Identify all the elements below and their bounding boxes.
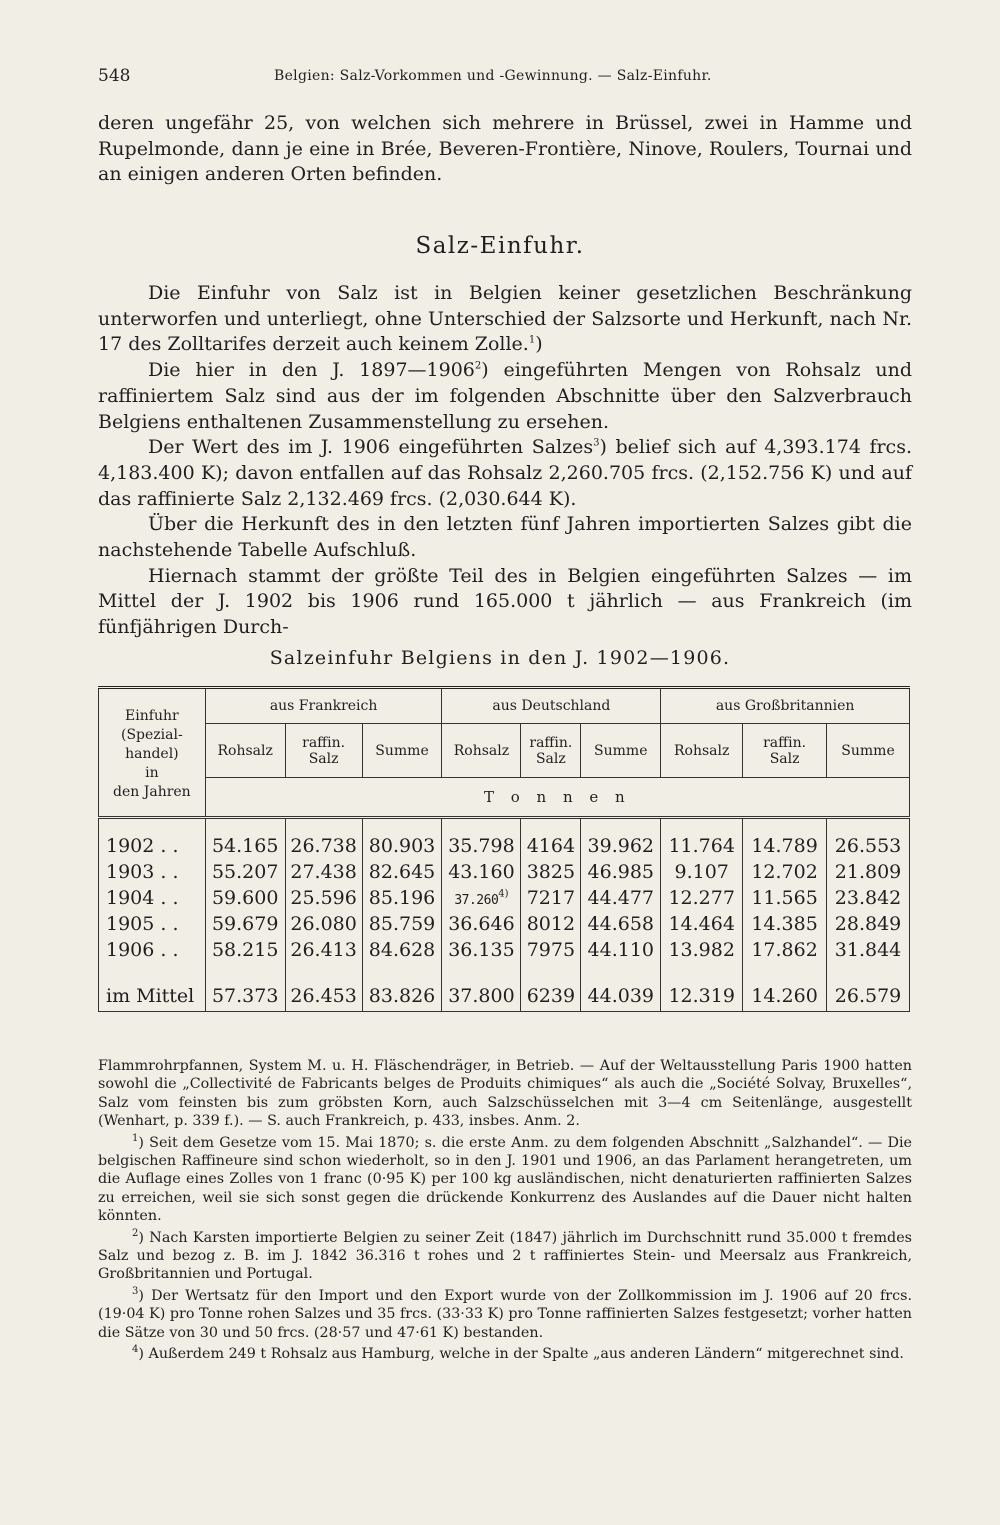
cell-value: 85.759 [362,911,442,937]
subheader-rohsalz: Rohsalz [205,724,285,778]
subheader-rohsalz: Rohsalz [661,724,743,778]
cell-value: 4164 [521,833,581,859]
subheader-summe: Summe [581,724,661,778]
cell-value: 26.553 [827,833,910,859]
salz-label: Salz [535,750,566,767]
cell-value: 44.039 [581,981,661,1012]
cell-value: 43.160 [442,859,521,885]
subheader-rohsalz: Rohsalz [442,724,521,778]
cell-value: 7217 [521,885,581,911]
paragraph-1 [98,281,912,358]
cell-value: 37.800 [442,981,521,1012]
year-header-line: Einfuhr [125,708,179,724]
cell-value: 58.215 [205,937,285,963]
subheader-raffin-salz [285,724,362,778]
page-header [98,66,910,90]
year-header-line: (Spezial- [121,727,183,743]
section-body [98,281,912,641]
footnote-text: ) Der Wertsatz für den Import und den Export wurde von der Zollkommission im J. 1906 auf 20 frcs. (19·04 K) pro Tonne rohen Salzes und 35 frcs. (33·33 K) pro Tonne raffinierten Salzes festgesetzt; vorher hatten die Sätze von 30 und 50 frcs. (28·57 und 47·61 K) bestanden. [98,1287,912,1341]
cell-value: 59.600 [205,885,285,911]
subheader-summe: Summe [827,724,910,778]
footnote-2 [98,1229,912,1284]
cell-value: 8012 [521,911,581,937]
year-header-line: den Jahren [113,784,191,800]
raffin-label: raffin. [529,734,573,751]
cell-value: 27.438 [285,859,362,885]
cell-value: 35.798 [442,833,521,859]
cell-value: 54.165 [205,833,285,859]
cell-value: 17.862 [743,937,827,963]
cell-value: 36.135 [442,937,521,963]
raffin-label: raffin. [302,734,346,751]
table-spacer-row [99,963,910,981]
footnote-1 [98,1134,912,1226]
running-title: Belgien: Salz-Vorkommen und -Gewinnung. — Salz-Einfuhr. [274,68,712,84]
group-header-france: aus Frankreich [205,688,442,724]
cell-value: 37.260 [454,893,499,908]
cell-value: 21.809 [827,859,910,885]
footnote-ref: 2 [474,360,482,372]
paragraph-2 [98,358,912,435]
cell-value: 85.196 [362,885,442,911]
row-year: 1903 . . [99,859,206,885]
cell-value: 57.373 [205,981,285,1012]
cell-value: 36.646 [442,911,521,937]
cell-value: 55.207 [205,859,285,885]
footnote-mark: 4 [132,1344,139,1356]
cell-value: 14.464 [661,911,743,937]
cell-value: 14.385 [743,911,827,937]
paragraph-2-end: ) eingeführten Mengen von Rohsalz und raffiniertem Salz sind aus der im folgenden Abschnitte über den Salzverbrauch Belgiens enthaltenen Zusammenstellung zu ersehen. [98,359,912,433]
cell-value: 46.985 [581,859,661,885]
footnote-ref: 3 [593,437,600,449]
table-row [99,911,910,937]
subheader-summe: Summe [362,724,442,778]
mean-label: im Mittel [99,981,206,1012]
cell-value-with-note [442,885,521,911]
footnotes [98,1057,912,1367]
cell-value: 12.319 [661,981,743,1012]
table-row [99,859,910,885]
row-year: 1905 . . [99,911,206,937]
cell-value: 84.628 [362,937,442,963]
cell-value: 25.596 [285,885,362,911]
footnote-continuation: Flammrohrpfannen, System M. u. H. Fläschendräger, in Betrieb. — Auf der Weltausstellung Paris 1900 hatten sowohl die „Collectivité de Fabricants belges de Produits chimiques“ als auch die „Société Solvay, Bruxelles“, Salz vom feinsten bis zum gröbsten Korn, auch Salzschüsselchen mit 3—4 cm Seitenlänge, ausgestellt (Wenhart, p. 339 f.). — S. auch Frankreich, p. 433, insbes. Anm. 2. [98,1058,912,1130]
intro-paragraph-block [98,111,912,188]
paragraph-1-text: Die Einfuhr von Salz ist in Belgien keiner gesetzlichen Beschränkung unterworfen und unterliegt, ohne Unterschied der Salzsorte und Herkunft, nach Nr. 17 des Zolltarifes derzeit auch keinem Zolle. [98,282,912,356]
footnote-ref: 1 [528,335,536,347]
table-spacer-row [99,818,910,834]
cell-value: 83.826 [362,981,442,1012]
cell-value: 23.842 [827,885,910,911]
cell-value: 3825 [521,859,581,885]
table-row [99,833,910,859]
paragraph-5: Hiernach stammt der größte Teil des in Belgien eingeführten Salzes — im Mittel der J. 1902 bis 1906 rund 165.000 t jährlich — aus Frankreich (im fünfjährigen Durch- [98,564,912,639]
cell-value: 44.477 [581,885,661,911]
table-header-row-unit [99,778,910,818]
subheader-raffin-salz [743,724,827,778]
cell-value: 26.579 [827,981,910,1012]
salz-label: Salz [308,750,339,767]
footnote-mark: 2 [132,1227,139,1239]
paragraph-4: Über die Herkunft des in den letzten fünf Jahren importierten Salzes gibt die nachstehende Tabelle Aufschluß. [98,513,912,562]
cell-value: 80.903 [362,833,442,859]
cell-value: 13.982 [661,937,743,963]
row-year: 1906 . . [99,937,206,963]
raffin-label: raffin. [763,734,807,751]
cell-value: 26.413 [285,937,362,963]
intro-paragraph: deren ungefähr 25, von welchen sich mehrere in Brüssel, zwei in Hamme und Rupelmonde, dann je eine in Brée, Beveren-Frontière, Ninove, Roulers, Tournai und an einigen anderen Orten befinden. [98,112,912,186]
cell-value: 44.110 [581,937,661,963]
cell-value: 14.260 [743,981,827,1012]
paragraph-1-end: ) [535,333,543,356]
table-title: Salzeinfuhr Belgiens in den J. 1902—1906. [269,647,731,669]
section-title: Salz-Einfuhr. [415,233,585,259]
subheader-raffin-salz [521,724,581,778]
footnote-text: ) Außerdem 249 t Rohsalz aus Hamburg, welche in der Spalte „aus anderen Ländern“ mitgerechnet sind. [138,1346,904,1363]
cell-value: 26.738 [285,833,362,859]
cell-value: 31.844 [827,937,910,963]
cell-value: 7975 [521,937,581,963]
cell-value: 6239 [521,981,581,1012]
cell-value: 44.658 [581,911,661,937]
paragraph-3-end: ) belief sich auf 4,393.174 frcs. 4,183.400 K); davon entfallen auf das Rohsalz 2,260.705 frcs. (2,152.756 K) und auf das raffinierte Salz 2,132.469 frcs. (2,030.644 K). [98,436,912,510]
footnote-mark: 3 [132,1286,139,1298]
cell-value: 12.277 [661,885,743,911]
table-header-row-subcolumns [99,724,910,778]
footnote-3 [98,1287,912,1342]
row-year: 1904 . . [99,885,206,911]
paragraph-3 [98,435,912,512]
paragraph-3-text: Der Wert des im J. 1906 eingeführten Salzes [148,436,594,459]
footnote-mark: 1 [132,1132,139,1144]
cell-value: 28.849 [827,911,910,937]
cell-value: 14.789 [743,833,827,859]
salt-import-table [98,686,910,1012]
cell-value: 12.702 [743,859,827,885]
table-row [99,885,910,911]
cell-value: 82.645 [362,859,442,885]
cell-value: 11.565 [743,885,827,911]
footnote-text: ) Nach Karsten importierte Belgien zu seiner Zeit (1847) jährlich im Durchschnitt rund 35.000 t fremdes Salz und bezog z. B. im J. 1842 36.316 t rohes und 2 t raffiniertes Stein- und Meersalz aus Frankreich, Großbritannien und Portugal. [98,1229,912,1283]
cell-value: 11.764 [661,833,743,859]
cell-value: 26.453 [285,981,362,1012]
table-header-row-groups [99,688,910,724]
footnote-text: ) Seit dem Gesetze vom 15. Mai 1870; s. die erste Anm. zu dem folgenden Abschnitt „Salzhandel“. — Die belgischen Raffineure sind schon wiederholt, so in den J. 1901 und 1906, an das Parlament herangetreten, um die Auflage eines Zolles von 1 franc (0·95 K) per 100 kg ausländischen, nicht denaturierten raffinierten Salzes zu erreichen, weil sie sich sonst gegen die drückende Konkurrenz des Auslandes auf die Dauer nicht halten könnten. [98,1134,912,1225]
cell-value: 59.679 [205,911,285,937]
salz-label: Salz [769,750,800,767]
table-row-mean [99,981,910,1012]
row-year: 1902 . . [99,833,206,859]
footnote-4 [98,1345,912,1363]
year-column-header [99,688,206,818]
cell-value: 39.962 [581,833,661,859]
table-row [99,937,910,963]
cell-value: 26.080 [285,911,362,937]
year-header-line: in [145,765,159,781]
year-header-line: handel) [125,746,179,762]
page-number: 548 [98,66,131,86]
cell-value: 9.107 [661,859,743,885]
group-header-germany: aus Deutschland [442,688,661,724]
footnote-ref: 4) [498,888,509,900]
paragraph-2-text: Die hier in den J. 1897—1906 [148,359,475,382]
unit-label: T o n n e n [205,778,909,818]
group-header-great-britain: aus Großbritannien [661,688,910,724]
